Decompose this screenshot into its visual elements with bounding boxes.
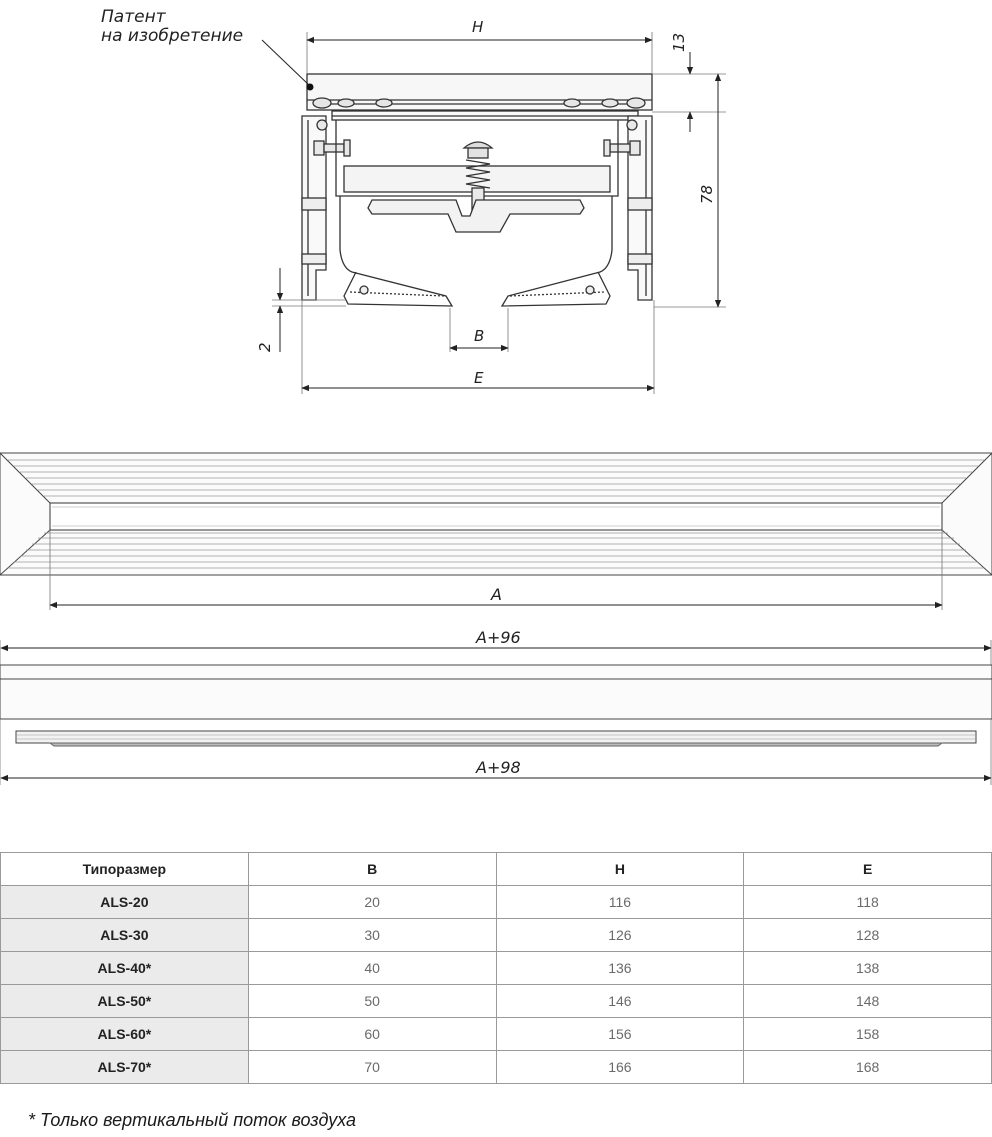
cross-section-view: [302, 74, 652, 306]
header-B: B: [248, 853, 496, 886]
dim-label-A96: A+96: [476, 628, 521, 647]
table-row: [1, 1051, 992, 1084]
front-view: [0, 453, 992, 575]
table-row: [1, 919, 992, 952]
dim-label-H: H: [472, 18, 484, 36]
row-model: ALS-70*: [1, 1051, 249, 1084]
header-E: E: [744, 853, 992, 886]
row-E: 128: [744, 919, 992, 952]
row-B: 60: [248, 1018, 496, 1051]
side-view-dims-top: [0, 628, 991, 665]
table-header-row: [1, 853, 992, 886]
patent-label-line1: Патент: [101, 7, 166, 27]
footnote: * Только вертикальный поток воздуха: [28, 1110, 357, 1130]
size-table: [0, 852, 992, 1084]
dim-label-E: E: [474, 369, 484, 387]
row-B: 40: [248, 952, 496, 985]
row-E: 148: [744, 985, 992, 1018]
row-H: 156: [496, 1018, 744, 1051]
row-H: 166: [496, 1051, 744, 1084]
row-B: 70: [248, 1051, 496, 1084]
row-model: ALS-50*: [1, 985, 249, 1018]
dim-label-13: 13: [670, 32, 688, 52]
row-B: 20: [248, 886, 496, 919]
table-row: [1, 952, 992, 985]
row-E: 168: [744, 1051, 992, 1084]
row-model: ALS-60*: [1, 1018, 249, 1051]
side-view-dims-bottom: [0, 719, 991, 785]
table-row: [1, 1018, 992, 1051]
side-flange: [0, 665, 992, 719]
row-E: 118: [744, 886, 992, 919]
row-B: 50: [248, 985, 496, 1018]
row-model: ALS-20: [1, 886, 249, 919]
row-B: 30: [248, 919, 496, 952]
row-E: 158: [744, 1018, 992, 1051]
row-H: 116: [496, 886, 744, 919]
row-H: 126: [496, 919, 744, 952]
table-row: [1, 985, 992, 1018]
dim-label-2: 2: [256, 342, 274, 352]
row-model: ALS-30: [1, 919, 249, 952]
header-H: H: [496, 853, 744, 886]
header-size: Типоразмер: [1, 853, 249, 886]
table-row: [1, 886, 992, 919]
dim-label-B: B: [474, 327, 485, 345]
dim-label-A98: A+98: [476, 758, 521, 777]
patent-callout: [101, 7, 314, 91]
side-body: [16, 731, 976, 743]
row-H: 146: [496, 985, 744, 1018]
patent-label-line2: на изобретение: [101, 26, 244, 46]
row-E: 138: [744, 952, 992, 985]
row-H: 136: [496, 952, 744, 985]
row-model: ALS-40*: [1, 952, 249, 985]
damper-blade: [368, 200, 584, 232]
dim-label-78: 78: [698, 184, 716, 204]
side-view: [0, 665, 992, 746]
dim-label-A: A: [491, 585, 502, 604]
